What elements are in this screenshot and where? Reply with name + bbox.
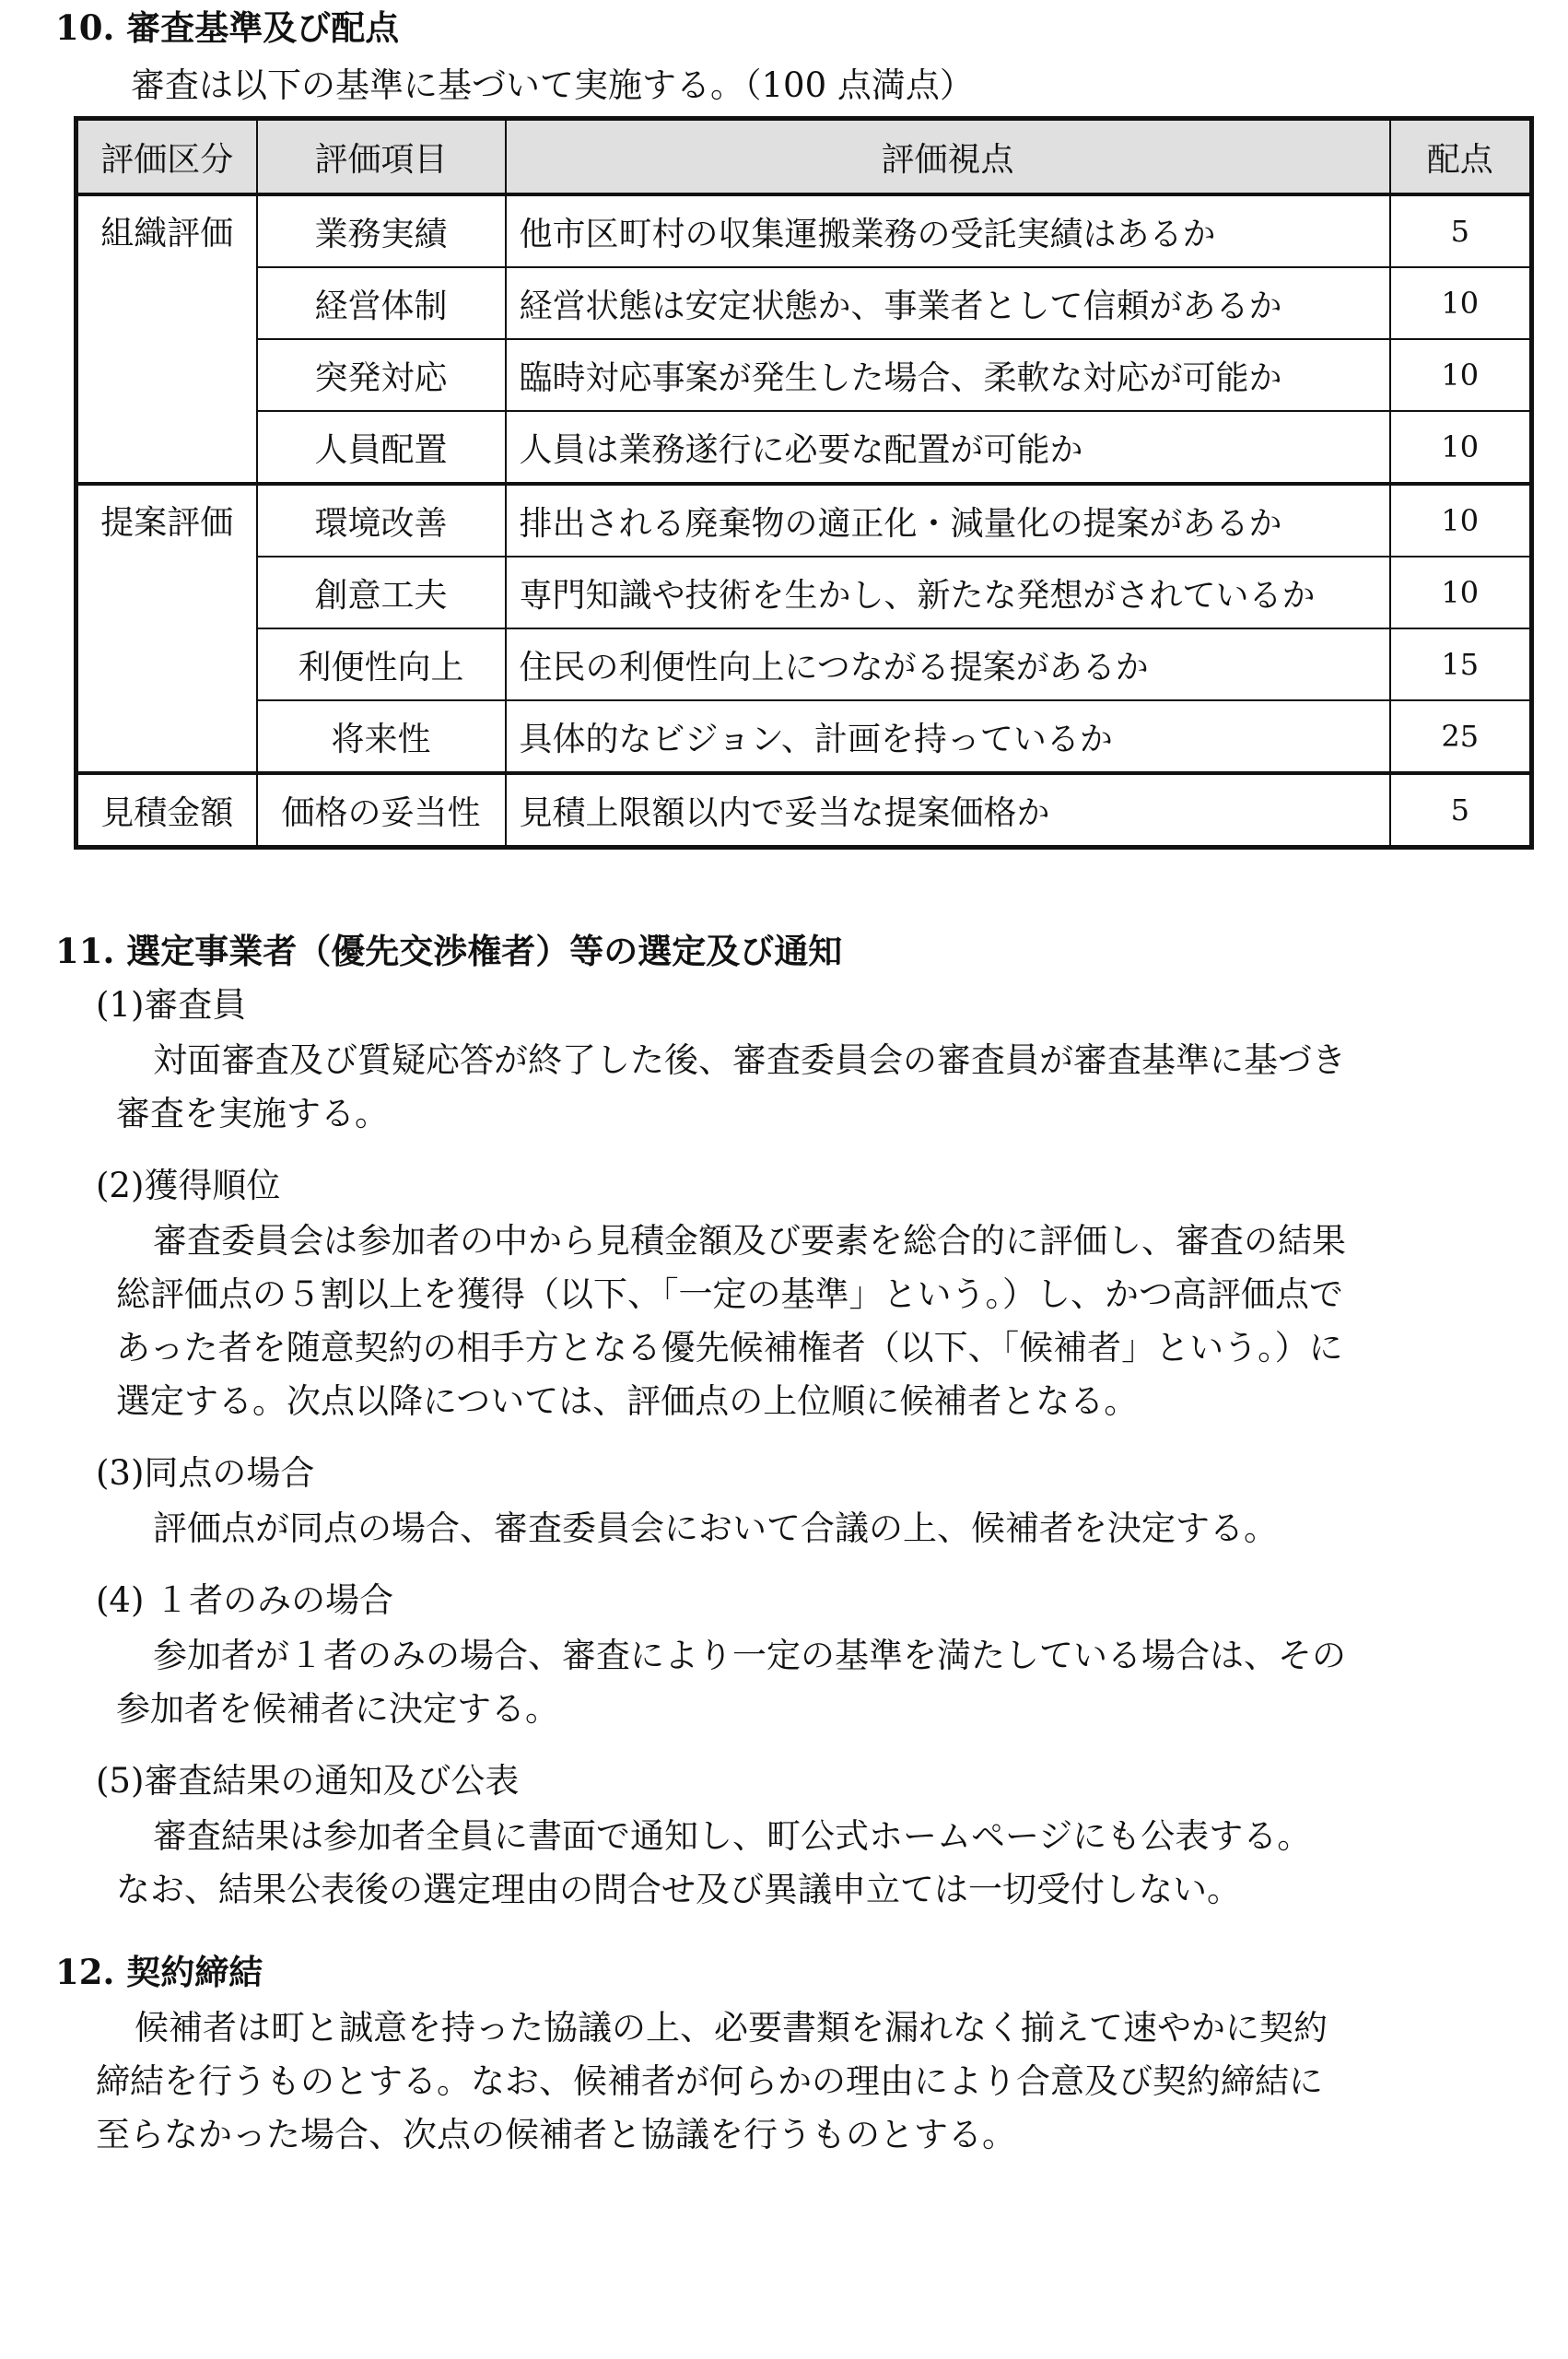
viewpoint-cell: 排出される廃棄物の適正化・減量化の提案があるか [506,484,1390,557]
table-row [76,267,1532,339]
paragraph-line: 総評価点の５割以上を獲得（以下、「一定の基準」という。）し、かつ高評価点で [116,1274,1343,1314]
header-item: 評価項目 [257,119,506,195]
table-row [76,700,1532,773]
points-cell: 5 [1390,194,1532,267]
subsection-title: (4) １者のみの場合 [96,1580,394,1620]
section-10-intro: 審査は以下の基準に基づいて実施する。（100 点満点） [131,65,974,105]
item-cell: 価格の妥当性 [257,773,506,848]
viewpoint-cell: 人員は業務遂行に必要な配置が可能か [506,411,1390,484]
item-cell: 環境改善 [257,484,506,557]
viewpoint-cell: 他市区町村の収集運搬業務の受託実績はあるか [506,194,1390,267]
item-cell: 創意工夫 [257,557,506,628]
item-cell: 経営体制 [257,267,506,339]
paragraph-line: 審査委員会は参加者の中から見積金額及び要素を総合的に評価し、審査の結果 [153,1221,1346,1261]
category-cell: 見積金額 [76,773,257,848]
table-row [76,773,1532,848]
header-category: 評価区分 [76,119,257,195]
viewpoint-cell: 臨時対応事案が発生した場合、柔軟な対応が可能か [506,339,1390,411]
header-viewpoint: 評価視点 [506,119,1390,195]
paragraph-line: なお、結果公表後の選定理由の問合せ及び異議申立ては一切受付しない。 [116,1870,1241,1909]
subsection-title: (2)獲得順位 [96,1166,281,1205]
category-cell: 組織評価 [76,194,257,484]
table-row [76,339,1532,411]
table-row [76,484,1532,557]
paragraph-line: 対面審査及び質疑応答が終了した後、審査委員会の審査員が審査基準に基づき [153,1040,1346,1080]
paragraph-line: 選定する。次点以降については、評価点の上位順に候補者となる。 [116,1381,1139,1421]
table-header-row [76,119,1532,195]
item-cell: 突発対応 [257,339,506,411]
viewpoint-cell: 具体的なビジョン、計画を持っているか [506,700,1390,773]
paragraph-line: 評価点が同点の場合、審査委員会において合議の上、候補者を決定する。 [153,1508,1278,1548]
subsection-title: (1)審査員 [96,985,247,1025]
section-10-heading: 10. 審査基準及び配点 [55,7,400,48]
item-cell: 業務実績 [257,194,506,267]
viewpoint-cell: 専門知識や技術を生かし、新たな発想がされているか [506,557,1390,628]
section-12-heading: 12. 契約締結 [55,1952,263,1992]
paragraph-line: 締結を行うものとする。なお、候補者が何らかの理由により合意及び契約締結に [96,2061,1323,2101]
category-cell: 提案評価 [76,484,257,773]
header-points: 配点 [1390,119,1532,195]
paragraph-line: 審査結果は参加者全員に書面で通知し、町公式ホームページにも公表する。 [153,1816,1312,1856]
points-cell: 10 [1390,557,1532,628]
paragraph-line: 候補者は町と誠意を持った協議の上、必要書類を漏れなく揃えて速やかに契約 [135,2008,1328,2048]
paragraph-line: 審査を実施する。 [116,1094,389,1133]
paragraph-line: 参加者を候補者に決定する。 [116,1689,559,1729]
viewpoint-cell: 住民の利便性向上につながる提案があるか [506,628,1390,700]
table-row [76,557,1532,628]
points-cell: 10 [1390,484,1532,557]
paragraph-line: 至らなかった場合、次点の候補者と協議を行うものとする。 [96,2115,1016,2154]
section-11-heading: 11. 選定事業者（優先交渉権者）等の選定及び通知 [55,931,843,971]
paragraph-line: 参加者が１者のみの場合、審査により一定の基準を満たしている場合は、その [153,1636,1346,1675]
points-cell: 15 [1390,628,1532,700]
item-cell: 利便性向上 [257,628,506,700]
subsection-title: (5)審査結果の通知及び公表 [96,1761,520,1801]
item-cell: 将来性 [257,700,506,773]
table-row [76,628,1532,700]
points-cell: 5 [1390,773,1532,848]
paragraph-line: あった者を随意契約の相手方となる優先候補権者（以下、「候補者」という。）に [116,1328,1343,1367]
viewpoint-cell: 見積上限額以内で妥当な提案価格か [506,773,1390,848]
subsection-title: (3)同点の場合 [96,1453,315,1493]
points-cell: 25 [1390,700,1532,773]
item-cell: 人員配置 [257,411,506,484]
scoring-criteria-table [74,116,1534,850]
points-cell: 10 [1390,339,1532,411]
table-row [76,411,1532,484]
viewpoint-cell: 経営状態は安定状態か、事業者として信頼があるか [506,267,1390,339]
points-cell: 10 [1390,411,1532,484]
table-row [76,194,1532,267]
points-cell: 10 [1390,267,1532,339]
